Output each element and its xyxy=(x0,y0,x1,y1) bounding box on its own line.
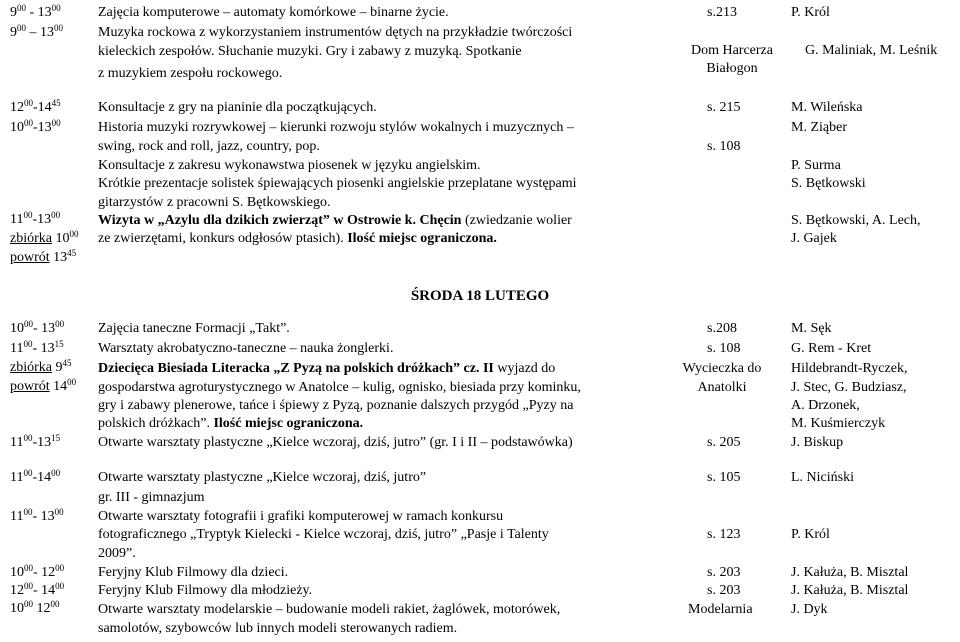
person: M. Kuśmierczyk xyxy=(791,416,886,431)
room: s.208 xyxy=(707,321,737,336)
person: J. Gajek xyxy=(791,231,837,246)
person: J. Biskup xyxy=(791,435,844,450)
return-time: powrót $13^{45}$ xyxy=(10,248,77,265)
activity-description-line: ze zwierzętami, konkurs odgłosów ptasich). Ilość miejsc ograniczona. xyxy=(98,231,497,246)
person: Hildebrandt-Ryczek, xyxy=(791,361,908,376)
room: s. 108 xyxy=(707,139,741,154)
activity-description-line: gitarzystów z pracowni S. Bętkowskiego. xyxy=(98,195,331,210)
time-range: $12^{00}-14^{45}$ xyxy=(10,98,61,115)
time-range: $10^{00}$ $12^{00}$ xyxy=(10,599,60,616)
time-range: $11^{00}-13^{15}$ xyxy=(10,433,61,450)
activity-description-line: Historia muzyki rozrywkowej – kierunki rozwoju stylów wokalnych i muzycznych – xyxy=(98,120,574,135)
person: M. Ziąber xyxy=(791,120,847,135)
activity-description-line: Dziecięca Biesiada Literacka „Z Pyzą na polskich dróżkach” cz. II wyjazd do xyxy=(98,361,556,376)
activity-description: Feryjny Klub Filmowy dla dzieci. xyxy=(98,565,289,580)
room: s.213 xyxy=(707,5,737,20)
person: G. Rem - Kret xyxy=(791,341,872,356)
activity-description: Zajęcia taneczne Formacji „Takt”. xyxy=(98,321,290,336)
time-range: $10^{00}-13^{00}$ xyxy=(10,118,61,135)
activity-description-line: gospodarstwa agroturystycznego w Anatolce – kulig, ognisko, biesiada przy kominku, xyxy=(98,380,581,395)
person: M. Sęk xyxy=(791,321,832,336)
time-range: $11^{00}-14^{00}$ xyxy=(10,468,61,485)
activity-description-line: swing, rock and roll, jazz, country, pop. xyxy=(98,139,320,154)
activity-description-line: kieleckich zespołów. Słuchanie muzyki. Gry i zabawy z muzyką. Spotkanie xyxy=(98,44,522,59)
time-range: $9^{00} - 13^{00}$ xyxy=(10,23,63,40)
room: s. 203 xyxy=(707,565,741,580)
activity-description-line: Muzyka rockowa z wykorzystaniem instrumentów dętych na przykładzie twórczości xyxy=(98,25,573,40)
person: M. Wileńska xyxy=(791,100,863,115)
activity-description-line: gry i zabawy plenerowe, tańce i śpiewy z Pyzą, poznanie dalszych przygód „Pyzy na xyxy=(98,398,574,413)
activity-description-line: polskich dróżkach”. Ilość miejsc ograniczona. xyxy=(98,416,364,431)
person: S. Bętkowski, A. Lech, xyxy=(791,213,921,228)
activity-description-line: Krótkie prezentacje solistek śpiewających piosenki angielskie przeplatane występami xyxy=(98,176,577,191)
activity-description-line: samolotów, szybowców lub innych modeli sterowanych radiem. xyxy=(98,621,458,636)
activity-description: Warsztaty akrobatyczno-taneczne – nauka żonglerki. xyxy=(98,341,394,356)
activity-description: Feryjny Klub Filmowy dla młodzieży. xyxy=(98,583,313,598)
person: J. Kałuża, B. Misztal xyxy=(791,565,909,580)
room: s. 203 xyxy=(707,583,741,598)
time-range: $10^{00}-$ $12^{00}$ xyxy=(10,563,65,580)
activity-description-line: Otwarte warsztaty plastyczne „Kielce wczoraj, dziś, jutro” xyxy=(98,470,427,485)
room: Wycieczka do xyxy=(682,361,762,376)
person: A. Drzonek, xyxy=(791,398,860,413)
activity-description-line: 2009”. xyxy=(98,546,136,561)
person: J. Dyk xyxy=(791,602,828,617)
activity-description-line: Otwarte warsztaty modelarskie – budowanie modeli rakiet, żaglówek, motorówek, xyxy=(98,602,561,617)
room: Modelarnia xyxy=(688,602,753,617)
room: Anatolki xyxy=(697,380,747,395)
time-range: $10^{00}-$ $13^{00}$ xyxy=(10,319,65,336)
room: s. 205 xyxy=(707,435,741,450)
room: s. 123 xyxy=(707,527,741,542)
time-range: $11^{00}-13^{00}$ xyxy=(10,210,61,227)
room: Dom Harcerza xyxy=(690,43,773,58)
person: P. Król xyxy=(791,527,830,542)
room: s. 108 xyxy=(707,341,741,356)
room: Białogon xyxy=(706,61,758,76)
person: J. Kałuża, B. Misztal xyxy=(791,583,909,598)
meeting-time: zbiórka $9^{45}$ xyxy=(10,358,72,375)
person: G. Maliniak, M. Leśnik xyxy=(805,43,938,58)
time-range: $11^{00}-$ $13^{15}$ xyxy=(10,339,64,356)
activity-description-line: z muzykiem zespołu rockowego. xyxy=(98,66,283,81)
time-range: $9^{00} - 13^{00}$ xyxy=(10,3,61,20)
activity-description: Otwarte warsztaty plastyczne „Kielce wczoraj, dziś, jutro” (gr. I i II – podstawówka) xyxy=(98,435,573,450)
room: s. 105 xyxy=(707,470,741,485)
activity-description: Konsultacje z gry na pianinie dla początkujących. xyxy=(98,100,377,115)
time-range: $11^{00}-$ $13^{00}$ xyxy=(10,507,64,524)
activity-description: Zajęcia komputerowe – automaty komórkowe – binarne życie. xyxy=(98,5,449,20)
day-heading: ŚRODA 18 LUTEGO xyxy=(410,288,550,304)
person: P. Król xyxy=(791,5,830,20)
return-time: powrót $14^{00}$ xyxy=(10,377,77,394)
time-range: $12^{00}-$ $14^{00}$ xyxy=(10,581,65,598)
person: P. Surma xyxy=(791,158,841,173)
activity-description-line: Wizyta w „Azylu dla dzikich zwierząt” w Ostrowie k. Chęcin (zwiedzanie wolier xyxy=(98,213,572,228)
activity-description-line: Konsultacje z zakresu wykonawstwa piosenek w języku angielskim. xyxy=(98,158,481,173)
activity-description-line: Otwarte warsztaty fotografii i grafiki komputerowej w ramach konkursu xyxy=(98,509,504,524)
person: L. Niciński xyxy=(791,470,854,485)
person: S. Bętkowski xyxy=(791,176,866,191)
meeting-time: zbiórka $10^{00}$ xyxy=(10,229,79,246)
person: J. Stec, G. Budziasz, xyxy=(791,380,907,395)
activity-description-line: fotograficznego „Tryptyk Kielecki - Kielce wczoraj, dziś, jutro” „Pasje i Talenty xyxy=(98,527,549,542)
activity-description-line: gr. III - gimnazjum xyxy=(98,490,205,505)
room: s. 215 xyxy=(707,100,741,115)
